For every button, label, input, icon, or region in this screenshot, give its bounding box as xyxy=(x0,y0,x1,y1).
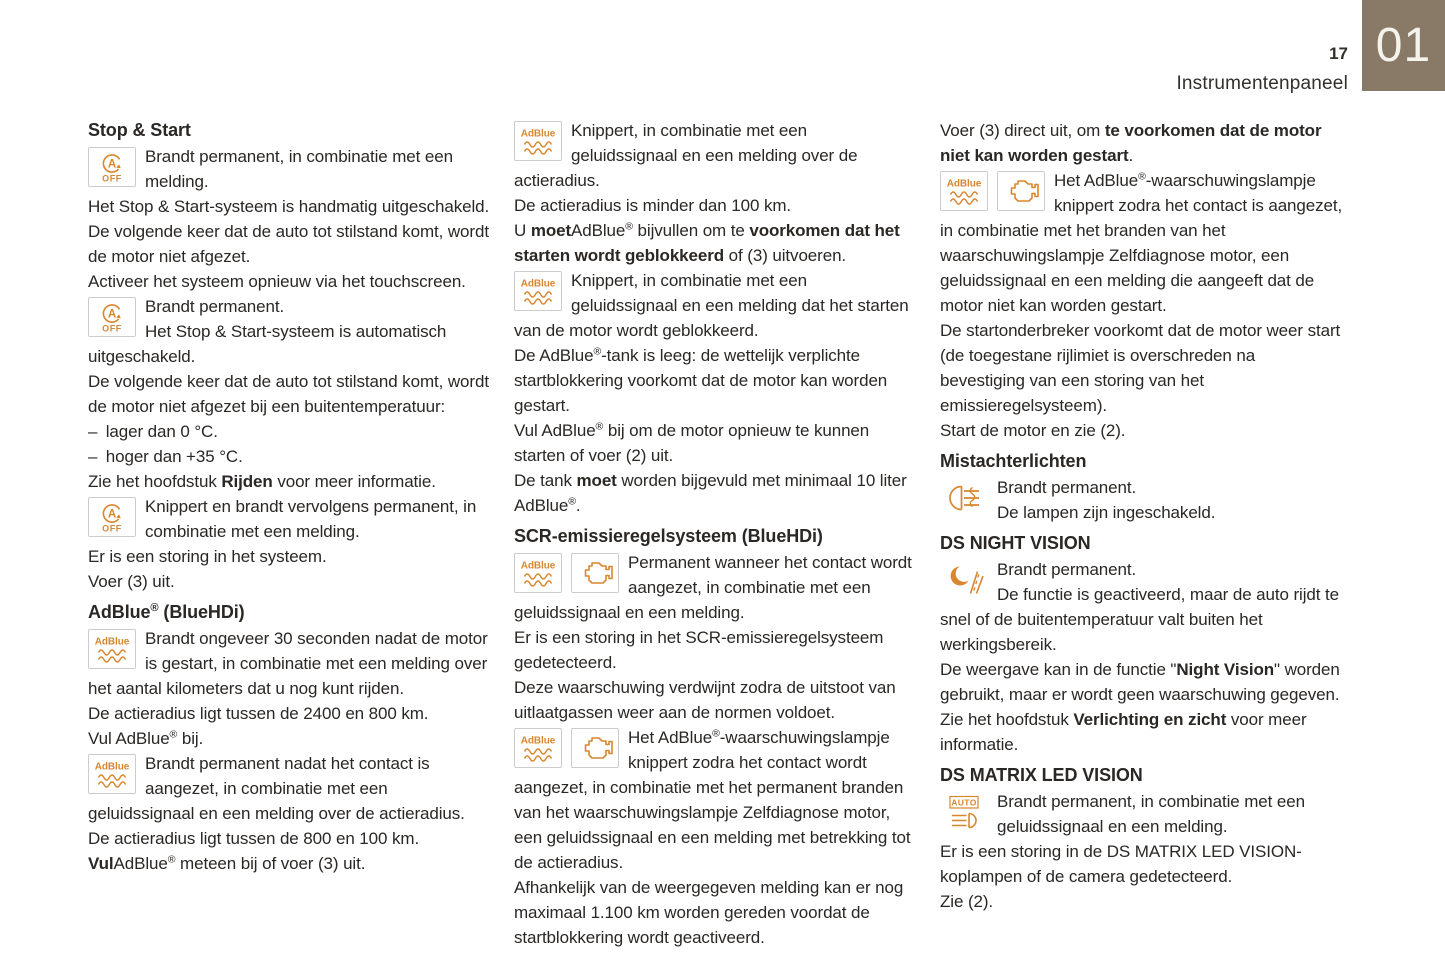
svg-text:AdBlue: AdBlue xyxy=(94,636,130,648)
adblue-icon xyxy=(514,121,562,161)
paragraph: AdBlue Knippert, in combinatie met een geluidssignaal en een melding dat het starten van de motor wordt geblokkeerd. xyxy=(514,271,909,340)
paragraph: Er is een storing in de DS MATRIX LED VISION-koplampen of de camera gedetecteerd. xyxy=(940,842,1302,886)
paragraph: A OFF Brandt permanent. xyxy=(88,294,491,319)
column-1 xyxy=(88,118,491,950)
svg-text:AdBlue: AdBlue xyxy=(946,178,982,190)
paragraph: AdBlue Brandt ongeveer 30 seconden nadat de motor is gestart, in combinatie met een melding over het aantal kilometers dat u nog kunt rijden. xyxy=(88,629,488,698)
check-engine-icon xyxy=(997,171,1045,211)
paragraph: Zie (2). xyxy=(940,892,994,911)
svg-text:AdBlue: AdBlue xyxy=(520,278,556,290)
adblue-icon xyxy=(88,754,136,794)
paragraph: Deze waarschuwing verdwijnt zodra de uitstoot van uitlaatgassen weer aan de normen voldoet. xyxy=(514,678,896,722)
paragraph: AdBlue Brandt permanent nadat het contact is aangezet, in combinatie met een geluidssignaal en een melding over de actieradius. xyxy=(88,754,465,823)
page-header xyxy=(1176,44,1348,95)
paragraph: AdBlue Knippert, in combinatie met een geluidssignaal en een melding over de actieradius. xyxy=(514,121,858,190)
section-heading: Stop & Start xyxy=(88,120,191,140)
svg-text:OFF: OFF xyxy=(102,173,122,184)
svg-text:OFF: OFF xyxy=(102,523,122,534)
paragraph: Voer (3) direct uit, om te voorkomen dat de motor niet kan worden gestart. xyxy=(940,121,1322,165)
paragraph: De tank moet worden bijgevuld met minimaal 10 liter AdBlue®. xyxy=(514,471,907,515)
rear-fog-icon xyxy=(940,478,988,518)
chapter-number: 01 xyxy=(1375,19,1432,72)
paragraph: Voer (3) uit. xyxy=(88,572,175,591)
paragraph: A OFF Brandt permanent, in combinatie met een melding. xyxy=(88,144,491,194)
paragraph: Zie het hoofdstuk Rijden voor meer informatie. xyxy=(88,472,436,491)
paragraph: – lager dan 0 °C. xyxy=(88,422,218,441)
paragraph: Brandt permanent. xyxy=(940,475,1343,500)
paragraph: De actieradius is minder dan 100 km. xyxy=(514,196,792,215)
paragraph: Vul AdBlue® bij om de motor opnieuw te kunnen starten of voer (2) uit. xyxy=(514,420,870,465)
svg-text:AdBlue: AdBlue xyxy=(520,560,556,572)
paragraph: De actieradius ligt tussen de 800 en 100 km. xyxy=(88,829,420,848)
paragraph: AdBlue Permanent wanneer het contact wordt aangezet, in combinatie met een geluidssignaal en een melding. xyxy=(514,553,912,622)
adblue-icon xyxy=(88,629,136,669)
paragraph: U moetAdBlue® bijvullen om te voorkomen dat het starten wordt geblokkeerd of (3) uitvoeren. xyxy=(514,220,900,265)
svg-text:AdBlue: AdBlue xyxy=(520,128,556,140)
matrix-led-icon xyxy=(940,792,988,832)
column-3 xyxy=(940,118,1343,950)
check-engine-icon xyxy=(571,728,619,768)
page-title: Instrumentenpaneel xyxy=(1176,73,1348,94)
paragraph: AUTO Brandt permanent, in combinatie met een geluidssignaal en een melding. xyxy=(940,789,1343,839)
paragraph: Zie het hoofdstuk Verlichting en zicht voor meer informatie. xyxy=(940,710,1307,754)
paragraph: – hoger dan +35 °C. xyxy=(88,447,243,466)
paragraph: De lampen zijn ingeschakeld. xyxy=(997,503,1216,522)
svg-text:AUTO: AUTO xyxy=(951,797,977,808)
paragraph: De actieradius ligt tussen de 2400 en 800 km. xyxy=(88,704,429,723)
paragraph: Het Stop & Start-systeem is automatisch uitgeschakeld. xyxy=(88,322,447,366)
adblue-icon xyxy=(940,171,988,211)
column-2 xyxy=(514,118,917,950)
section-heading: SCR-emissieregelsysteem (BlueHDi) xyxy=(514,526,823,546)
adblue-icon xyxy=(514,553,562,593)
content-columns xyxy=(88,118,1343,950)
paragraph: Het Stop & Start-systeem is handmatig uitgeschakeld. xyxy=(88,197,490,216)
svg-text:AdBlue: AdBlue xyxy=(94,761,130,773)
paragraph: Activeer het systeem opnieuw via het touchscreen. xyxy=(88,272,466,291)
paragraph: AdBlue Het AdBlue®-waarschuwingslampje knippert zodra het contact wordt aangezet, in combinatie met het permanent branden van het waarschuwingslampje Zelfdiagnose motor, een geluidssignaal en een melding met betrekking tot de actieradius. xyxy=(514,727,911,872)
adblue-icon xyxy=(514,728,562,768)
stop-start-icon xyxy=(88,147,136,187)
paragraph: De volgende keer dat de auto tot stilstand komt, wordt de motor niet afgezet. xyxy=(88,222,489,266)
paragraph: A OFF Knippert en brandt vervolgens permanent, in combinatie met een melding. xyxy=(88,494,491,544)
paragraph: Brandt permanent. xyxy=(940,557,1343,582)
paragraph: De AdBlue®-tank is leeg: de wettelijk verplichte startblokkering voorkomt dat de motor kan worden gestart. xyxy=(514,345,888,415)
stop-start-icon xyxy=(88,297,136,337)
paragraph: De startonderbreker voorkomt dat de motor weer start (de toegestane rijlimiet is overschreden na bevestiging van een storing van het emissieregelsysteem). xyxy=(940,321,1341,415)
section-heading: Mistachterlichten xyxy=(940,451,1087,471)
stop-start-icon xyxy=(88,497,136,537)
paragraph: De functie is geactiveerd, maar de auto rijdt te snel of de buitentemperatuur valt buiten het werkingsbereik. xyxy=(940,585,1339,654)
paragraph: VulAdBlue® meteen bij of voer (3) uit. xyxy=(88,853,366,873)
paragraph: Vul AdBlue® bij. xyxy=(88,728,204,748)
section-heading: AdBlue® (BlueHDi) xyxy=(88,602,245,622)
check-engine-icon xyxy=(571,553,619,593)
paragraph: Er is een storing in het systeem. xyxy=(88,547,327,566)
paragraph: Afhankelijk van de weergegeven melding kan er nog maximaal 1.100 km worden gereden voordat de startblokkering wordt geactiveerd. xyxy=(514,878,904,947)
night-vision-icon xyxy=(940,560,988,600)
svg-text:A: A xyxy=(107,308,117,321)
paragraph: De volgende keer dat de auto tot stilstand komt, wordt de motor niet afgezet bij een buitentemperatuur: xyxy=(88,372,489,416)
svg-text:A: A xyxy=(107,158,117,171)
section-heading: DS MATRIX LED VISION xyxy=(940,765,1143,785)
page-number: 17 xyxy=(1329,44,1348,63)
paragraph: Start de motor en zie (2). xyxy=(940,421,1126,440)
svg-text:OFF: OFF xyxy=(102,323,122,334)
paragraph: AdBlue Het AdBlue®-waarschuwingslampje knippert zodra het contact is aangezet, in combinatie met het branden van het waarschuwingslampje Zelfdiagnose motor, een geluidssignaal en een melding die aangeeft dat de motor niet kan worden gestart. xyxy=(940,170,1343,315)
section-heading: DS NIGHT VISION xyxy=(940,533,1091,553)
paragraph: Er is een storing in het SCR-emissieregelsysteem gedetecteerd. xyxy=(514,628,884,672)
svg-text:AdBlue: AdBlue xyxy=(520,735,556,747)
adblue-icon xyxy=(514,271,562,311)
paragraph: De weergave kan in de functie "Night Vision" worden gebruikt, maar er wordt geen waarschuwing gegeven. xyxy=(940,660,1340,704)
chapter-tab xyxy=(1362,0,1445,91)
svg-text:A: A xyxy=(107,508,117,521)
